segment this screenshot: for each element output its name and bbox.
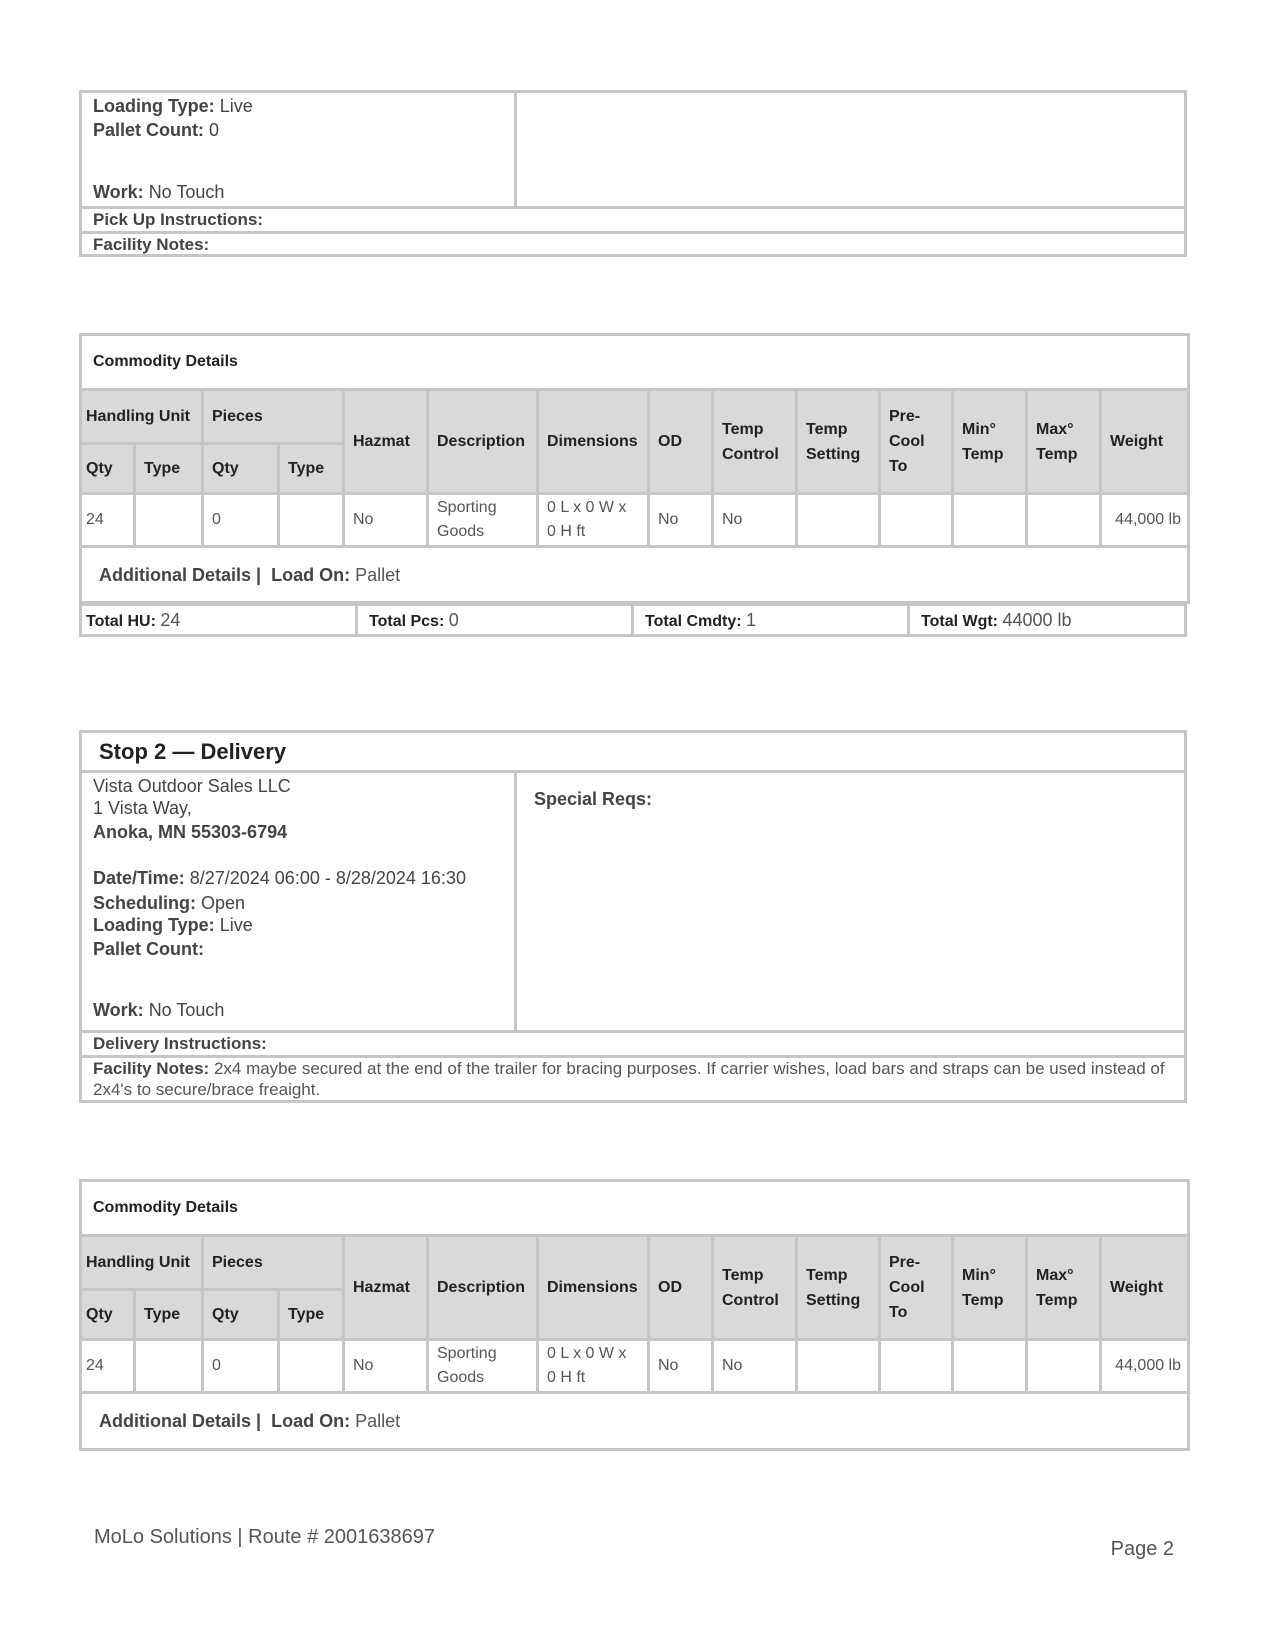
commodity-title: Commodity Details <box>81 1181 1189 1236</box>
stop2-city-state-zip: Anoka, MN 55303-6794 <box>93 822 288 842</box>
cell-temp-setting <box>797 494 880 547</box>
cell-hu-qty: 24 <box>81 1340 135 1393</box>
stop1-left-cell <box>82 93 517 206</box>
cell-od: No <box>649 1340 713 1393</box>
total-hu: Total HU: 24 <box>82 606 358 634</box>
header-pre-cool-to: Pre-Cool To <box>880 1236 953 1340</box>
stop2-facility-notes: Facility Notes: 2x4 maybe secured at the end of the trailer for bracing purposes. If carrier wishes, load bars and straps can be used instead of 2x4's to secure/brace freaight. <box>93 1059 1165 1099</box>
stop2-details-row <box>82 773 1184 1033</box>
header-hazmat: Hazmat <box>344 1236 428 1340</box>
stop2-loading-type: Loading Type: Live <box>93 915 253 935</box>
cell-hu-type <box>135 494 203 547</box>
header-pre-cool-to: Pre-Cool To <box>880 390 953 494</box>
header-description: Description <box>428 390 538 494</box>
additional-details: Additional Details | Load On: Pallet <box>81 1393 1189 1450</box>
stop1-pickup-instructions: Pick Up Instructions: <box>82 209 1184 234</box>
header-pieces: Pieces <box>203 390 344 444</box>
cell-hu-type <box>135 1340 203 1393</box>
stop2-scheduling: Scheduling: Open <box>93 893 246 913</box>
cell-max-temp <box>1027 1340 1101 1393</box>
table-row <box>81 1340 1189 1393</box>
commodity-table-2 <box>79 1179 1190 1451</box>
header-temp-control: Temp Control <box>713 390 797 494</box>
stop2-box <box>79 730 1187 1103</box>
header-pcs-type: Type <box>279 1290 344 1340</box>
header-hu-qty: Qty <box>81 1290 135 1340</box>
total-cmdty: Total Cmdty: 1 <box>634 606 910 634</box>
page-number: Page 2 <box>1110 1538 1174 1560</box>
stop2-delivery-instructions: Delivery Instructions: <box>82 1033 1184 1058</box>
cell-hu-qty: 24 <box>81 494 135 547</box>
stop2-left-cell <box>82 773 517 1030</box>
cell-dimensions: 0 L x 0 W x 0 H ft <box>538 494 649 547</box>
stop2-work: Work: No Touch <box>93 1000 225 1020</box>
commodity-table-1 <box>79 333 1190 604</box>
header-dimensions: Dimensions <box>538 390 649 494</box>
cell-weight: 44,000 lb <box>1101 1340 1189 1393</box>
cell-pcs-type <box>279 494 344 547</box>
header-min-temp: Min° Temp <box>953 1236 1027 1340</box>
header-pcs-type: Type <box>279 444 344 494</box>
header-dimensions: Dimensions <box>538 1236 649 1340</box>
header-max-temp: Max° Temp <box>1027 1236 1101 1340</box>
cell-temp-setting <box>797 1340 880 1393</box>
header-od: OD <box>649 390 713 494</box>
cell-temp-control: No <box>713 494 797 547</box>
header-hu-qty: Qty <box>81 444 135 494</box>
cell-weight: 44,000 lb <box>1101 494 1189 547</box>
stop1-info-box <box>79 90 1187 257</box>
header-max-temp: Max° Temp <box>1027 390 1101 494</box>
cell-pcs-type <box>279 1340 344 1393</box>
header-handling-unit: Handling Unit <box>81 1236 203 1290</box>
cell-pcs-qty: 0 <box>203 494 279 547</box>
total-wgt: Total Wgt: 44000 lb <box>921 610 1072 630</box>
additional-details: Additional Details | Load On: Pallet <box>81 547 1189 603</box>
stop2-address1: 1 Vista Way, <box>93 798 192 818</box>
stop2-title: Stop 2 — Delivery <box>99 739 287 764</box>
totals-row <box>79 603 1187 637</box>
cell-description: Sporting Goods <box>428 1340 538 1393</box>
header-temp-setting: Temp Setting <box>797 1236 880 1340</box>
stop2-company: Vista Outdoor Sales LLC <box>93 776 291 796</box>
header-pieces: Pieces <box>203 1236 344 1290</box>
cell-dimensions: 0 L x 0 W x 0 H ft <box>538 1340 649 1393</box>
commodity-title: Commodity Details <box>81 335 1189 390</box>
stop1-pallet-count: Pallet Count: 0 <box>93 120 220 140</box>
footer-route: MoLo Solutions | Route # 2001638697 <box>94 1526 436 1548</box>
total-pcs: Total Pcs: 0 <box>358 606 634 634</box>
header-temp-setting: Temp Setting <box>797 390 880 494</box>
header-hazmat: Hazmat <box>344 390 428 494</box>
cell-hazmat: No <box>344 1340 428 1393</box>
header-min-temp: Min° Temp <box>953 390 1027 494</box>
stop1-work: Work: No Touch <box>93 182 225 202</box>
header-handling-unit: Handling Unit <box>81 390 203 444</box>
cell-pre-cool-to <box>880 1340 953 1393</box>
stop1-loading-type: Loading Type: Live <box>93 96 253 116</box>
stop1-details-row <box>82 93 1184 209</box>
stop2-title-row <box>82 733 1184 773</box>
cell-description: Sporting Goods <box>428 494 538 547</box>
header-temp-control: Temp Control <box>713 1236 797 1340</box>
header-od: OD <box>649 1236 713 1340</box>
header-weight: Weight <box>1101 390 1189 494</box>
header-hu-type: Type <box>135 444 203 494</box>
table-row <box>81 494 1189 547</box>
stop2-datetime: Date/Time: 8/27/2024 06:00 - 8/28/2024 16:30 <box>93 868 466 888</box>
cell-pre-cool-to <box>880 494 953 547</box>
cell-pcs-qty: 0 <box>203 1340 279 1393</box>
header-description: Description <box>428 1236 538 1340</box>
stop2-special-reqs-cell: Special Reqs: <box>534 789 653 809</box>
header-pcs-qty: Qty <box>203 444 279 494</box>
cell-min-temp <box>953 1340 1027 1393</box>
cell-min-temp <box>953 494 1027 547</box>
header-weight: Weight <box>1101 1236 1189 1340</box>
stop1-facility-notes: Facility Notes: <box>93 235 210 254</box>
stop2-pallet-count: Pallet Count: <box>93 939 204 959</box>
header-pcs-qty: Qty <box>203 1290 279 1340</box>
cell-temp-control: No <box>713 1340 797 1393</box>
header-hu-type: Type <box>135 1290 203 1340</box>
cell-max-temp <box>1027 494 1101 547</box>
cell-od: No <box>649 494 713 547</box>
cell-hazmat: No <box>344 494 428 547</box>
